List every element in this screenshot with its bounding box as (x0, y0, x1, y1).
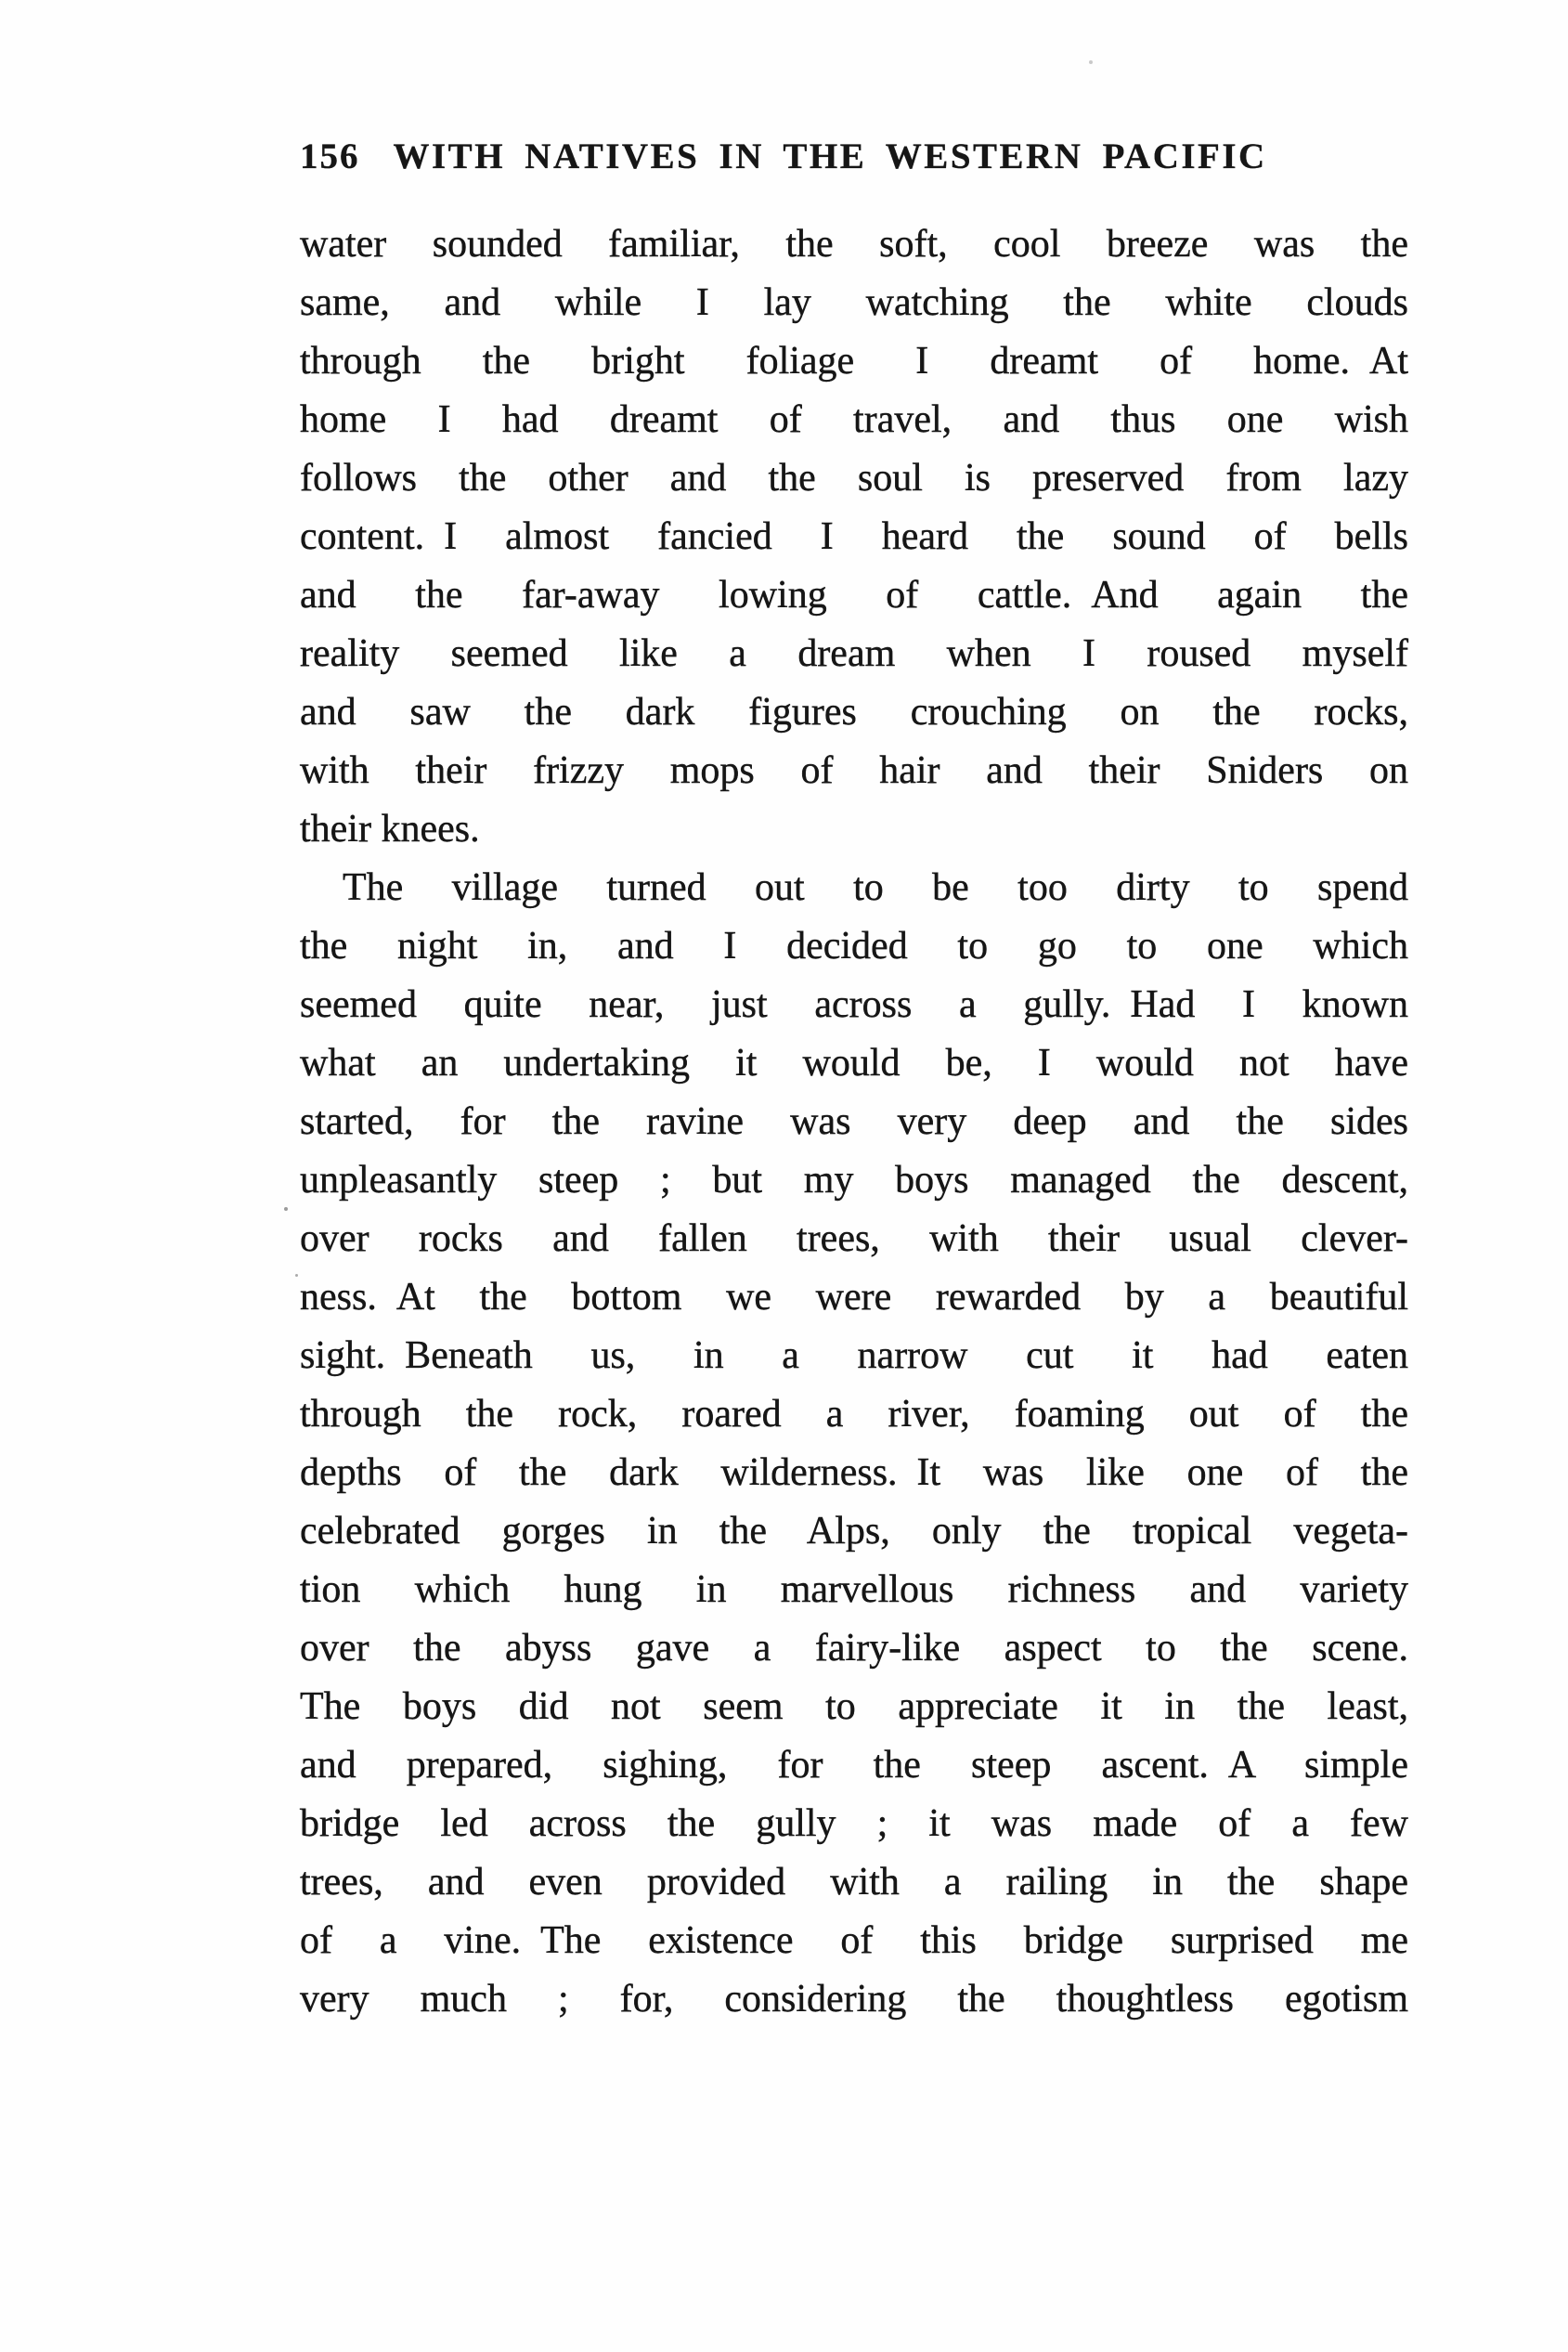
text-line: and the far-away lowing of cattle. And again the (300, 574, 1408, 617)
text-line: sight. Beneath us, in a narrow cut it had eaten (300, 1334, 1408, 1377)
page-number: 156 (300, 136, 360, 176)
text-line: over the abyss gave a fairy-like aspect to the scene. (300, 1627, 1408, 1670)
text-line: very much ; for, considering the thoughtless egotism (300, 1978, 1408, 2021)
text-line: trees, and even provided with a railing in the shape (300, 1861, 1408, 1904)
text-line: home I had dreamt of travel, and thus one wish (300, 398, 1408, 441)
text-line: through the bright foliage I dreamt of home. At (300, 340, 1408, 383)
text-line: follows the other and the soul is preserved from lazy (300, 457, 1408, 500)
paragraph (300, 859, 1408, 2029)
scan-speck (1089, 60, 1093, 64)
text-line: depths of the dark wilderness. It was like one of the (300, 1451, 1408, 1494)
text-line: and prepared, sighing, for the steep ascent. A simple (300, 1744, 1408, 1787)
text-line: of a vine. The existence of this bridge surprised me (300, 1919, 1408, 1962)
running-header (300, 136, 1408, 177)
text-line: The boys did not seem to appreciate it in the least, (300, 1685, 1408, 1728)
running-title: WITH NATIVES IN THE WESTERN PACIFIC (393, 136, 1267, 176)
text-line: through the rock, roared a river, foaming out of the (300, 1393, 1408, 1436)
text-line: The village turned out to be too dirty to spend (343, 866, 1408, 909)
text-line: their knees. (300, 808, 480, 851)
text-line: same, and while I lay watching the white clouds (300, 281, 1408, 324)
text-line: started, for the ravine was very deep and the sides (300, 1100, 1408, 1143)
text-line: reality seemed like a dream when I roused myself (300, 632, 1408, 675)
text-line: the night in, and I decided to go to one which (300, 925, 1408, 968)
text-line: ness. At the bottom we were rewarded by a beautiful (300, 1276, 1408, 1319)
text-line: bridge led across the gully ; it was made of a few (300, 1802, 1408, 1845)
paragraph (300, 215, 1408, 859)
text-line: tion which hung in marvellous richness and variety (300, 1568, 1408, 1611)
text-line: what an undertaking it would be, I would not have (300, 1042, 1408, 1085)
text-line: and saw the dark figures crouching on the rocks, (300, 691, 1408, 734)
text-line: seemed quite near, just across a gully. Had I known (300, 983, 1408, 1026)
text-line: over rocks and fallen trees, with their usual clever- (300, 1217, 1408, 1260)
text-line: water sounded familiar, the soft, cool breeze was the (300, 223, 1408, 266)
scan-speck (284, 1207, 288, 1211)
scan-speck (295, 1274, 298, 1277)
text-line: content. I almost fancied I heard the sound of bells (300, 515, 1408, 558)
text-line: unpleasantly steep ; but my boys managed the descent, (300, 1159, 1408, 1202)
text-block (300, 215, 1408, 2029)
text-line: celebrated gorges in the Alps, only the tropical vegeta- (300, 1510, 1408, 1553)
text-line: with their frizzy mops of hair and their Sniders on (300, 749, 1408, 792)
